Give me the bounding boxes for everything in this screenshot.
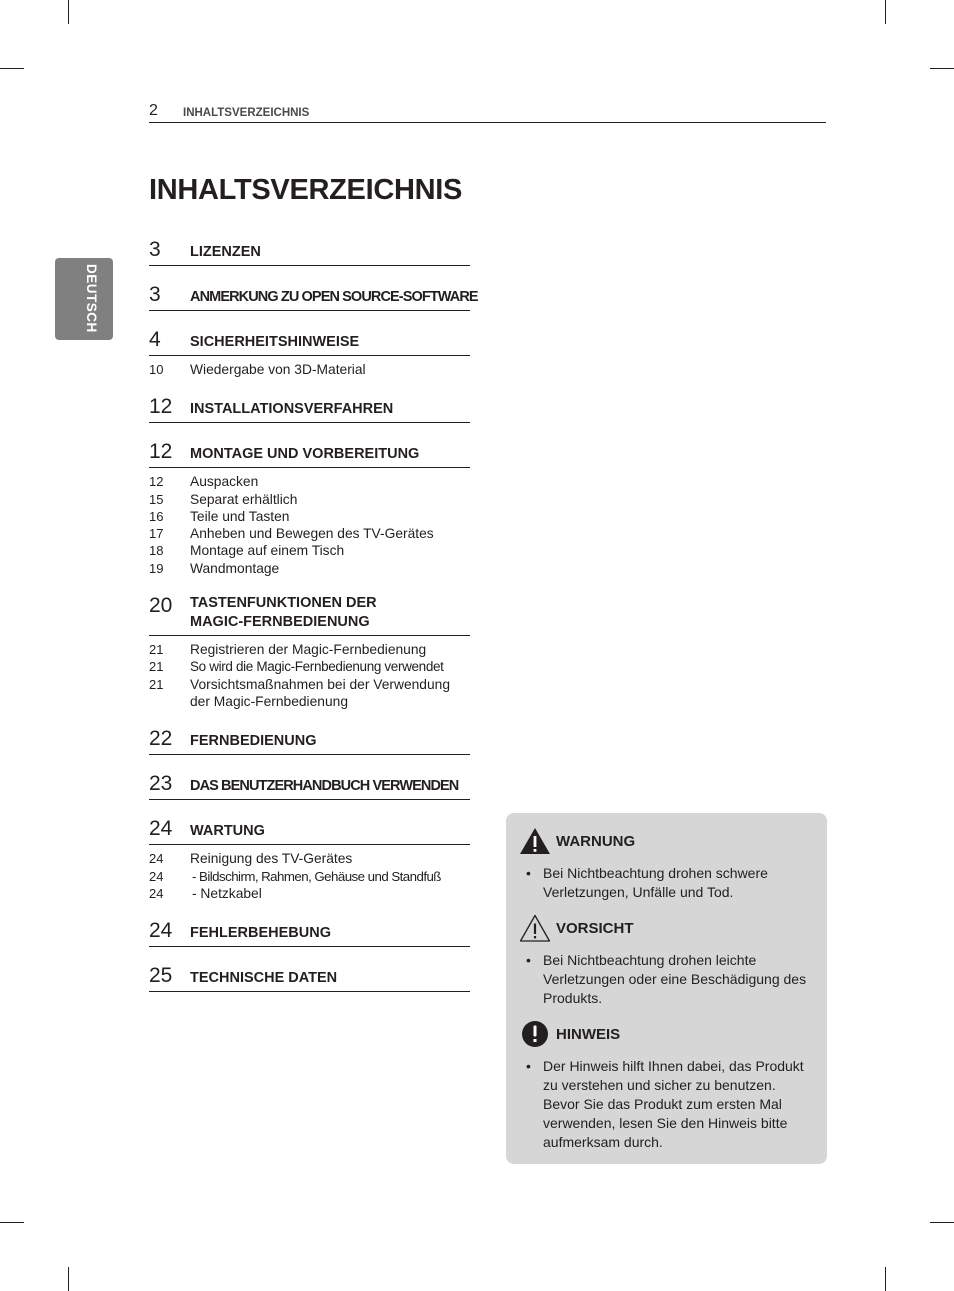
toc-subsection — [149, 361, 470, 378]
toc-section-page: 3 — [149, 283, 161, 306]
toc-section-page: 20 — [149, 594, 173, 618]
toc-subsection — [149, 508, 470, 525]
toc-section-title: FERNBEDIENUNG — [190, 733, 317, 750]
warning-filled-icon — [519, 826, 551, 856]
note-text: Der Hinweis hilft Ihnen dabei, das Produkt zu verstehen und sicher zu benutzen. Bevor Sie das Produkt zum ersten Mal verwenden, lesen Sie den Hinweis bitte aufmerksam durch. — [543, 1058, 804, 1150]
toc-subsection — [149, 658, 470, 675]
note-heading — [519, 1019, 620, 1049]
toc-subsection-title: - Netzkabel — [192, 885, 262, 901]
toc-subsection — [149, 560, 470, 577]
toc-section-title: TASTENFUNKTIONEN DER MAGIC-FERNBEDIENUNG — [190, 595, 377, 631]
toc-subsection-list — [149, 361, 470, 378]
toc-subsection-title: Vorsichtsmaßnahmen bei der Verwendung der Magic-Fernbedienung — [190, 676, 450, 709]
toc-subsection-page: 21 — [149, 676, 164, 692]
crop-mark — [930, 1222, 954, 1223]
crop-mark — [885, 1267, 886, 1291]
toc-section — [149, 964, 470, 992]
warning-heading — [519, 826, 635, 856]
toc-section-title: DAS BENUTZERHANDBUCH VERWENDEN — [190, 778, 459, 795]
toc-section-page: 12 — [149, 440, 173, 464]
toc-section — [149, 395, 470, 423]
toc-section-title: INSTALLATIONSVERFAHREN — [190, 401, 394, 418]
toc-subsection-title: Teile und Tasten — [190, 508, 290, 524]
toc-subsection-list — [149, 850, 470, 902]
toc-subsection-page: 19 — [149, 560, 164, 576]
toc-subsection-page: 16 — [149, 508, 164, 524]
crop-mark — [930, 68, 954, 69]
toc-section-page: 12 — [149, 395, 173, 419]
table-of-contents — [149, 238, 478, 992]
note-text-item — [526, 1057, 816, 1152]
toc-subsection-title: Montage auf einem Tisch — [190, 543, 345, 559]
toc-subsection-title: Anheben und Bewegen des TV-Gerätes — [190, 526, 434, 542]
toc-subsection-page: 17 — [149, 526, 164, 542]
toc-section-title: SICHERHEITSHINWEISE — [190, 334, 360, 350]
caution-text: Bei Nichtbeachtung drohen leichte Verletzungen oder eine Beschädigung des Produkts. — [543, 952, 807, 1006]
toc-subsection-page: 15 — [149, 491, 164, 507]
toc-subsection — [149, 868, 470, 885]
crop-mark — [0, 1222, 24, 1223]
toc-subsection-page: 18 — [149, 543, 164, 559]
language-tab-label: DEUTSCH — [84, 264, 99, 333]
toc-section — [149, 772, 470, 800]
caution-text-item — [526, 951, 816, 1008]
toc-subsection — [149, 473, 470, 490]
toc-section — [149, 594, 470, 636]
bullet: • — [526, 1058, 531, 1074]
bullet: • — [526, 865, 531, 881]
toc-subsection-page: 12 — [149, 474, 164, 490]
toc-section — [149, 919, 470, 947]
toc-section — [149, 727, 470, 755]
toc-subsection-page: 24 — [149, 868, 164, 884]
toc-section-title: ANMERKUNG ZU OPEN SOURCE-SOFTWARE — [190, 289, 478, 305]
page-title: INHALTSVERZEICHNIS — [149, 174, 463, 206]
toc-section-page: 24 — [149, 919, 173, 943]
caution-label: VORSICHT — [556, 919, 634, 937]
toc-subsection — [149, 885, 470, 902]
toc-section — [149, 440, 470, 468]
warning-text: Bei Nichtbeachtung drohen schwere Verletzungen, Unfälle und Tod. — [543, 865, 768, 900]
toc-section-title: WARTUNG — [190, 823, 265, 840]
toc-subsection-title: So wird die Magic-Fernbedienung verwendet — [190, 659, 444, 675]
note-exclamation-icon — [519, 1019, 551, 1049]
toc-subsection-page: 21 — [149, 659, 164, 675]
toc-section-page: 24 — [149, 817, 173, 841]
toc-subsection-title: Wandmontage — [190, 560, 280, 576]
toc-subsection-page: 24 — [149, 851, 164, 867]
toc-subsection-page: 10 — [149, 362, 164, 377]
caution-outline-icon — [519, 913, 551, 943]
toc-subsection-title: Separat erhältlich — [190, 491, 298, 507]
toc-subsection-list — [149, 641, 470, 710]
toc-subsection-page: 21 — [149, 642, 164, 658]
toc-section — [149, 283, 478, 311]
toc-section-page: 22 — [149, 727, 173, 751]
toc-subsection — [149, 641, 470, 658]
toc-subsection — [149, 491, 470, 508]
toc-section — [149, 238, 470, 266]
bullet: • — [526, 952, 531, 968]
toc-section-page: 23 — [149, 772, 173, 796]
toc-subsection — [149, 676, 470, 711]
warning-text-item — [526, 864, 816, 902]
toc-subsection-page: 24 — [149, 885, 164, 901]
toc-section-page: 25 — [149, 964, 173, 988]
toc-subsection-title: Reinigung des TV-Gerätes — [190, 851, 353, 867]
toc-subsection-title: Registrieren der Magic-Fernbedienung — [190, 642, 427, 658]
toc-section-title: LIZENZEN — [190, 244, 261, 260]
toc-section-page: 4 — [149, 328, 161, 351]
toc-section-page: 3 — [149, 238, 161, 261]
warning-label: WARNUNG — [556, 832, 636, 850]
crop-mark — [0, 68, 24, 69]
toc-section — [149, 817, 470, 845]
crop-mark — [68, 1267, 69, 1291]
toc-subsection — [149, 542, 470, 559]
crop-mark — [68, 0, 69, 24]
toc-subsection-title: Wiedergabe von 3D-Material — [190, 362, 366, 377]
toc-subsection — [149, 525, 470, 542]
toc-subsection-title: - Bildschirm, Rahmen, Gehäuse und Standfuß — [192, 868, 441, 884]
toc-subsection-list — [149, 473, 470, 577]
crop-mark — [885, 0, 886, 24]
toc-subsection — [149, 850, 470, 867]
note-label: HINWEIS — [556, 1025, 621, 1043]
running-title: INHALTSVERZEICHNIS — [183, 107, 310, 119]
running-header — [149, 102, 826, 123]
page-number: 2 — [149, 102, 158, 119]
symbol-legend-panel — [506, 813, 827, 1164]
toc-section-title: TECHNISCHE DATEN — [190, 970, 338, 987]
caution-heading — [519, 913, 634, 943]
toc-section — [149, 328, 470, 356]
toc-subsection-title: Auspacken — [190, 474, 259, 490]
toc-section-title: FEHLERBEHEBUNG — [190, 925, 331, 942]
language-tab — [55, 258, 113, 340]
toc-section-title: MONTAGE UND VORBEREITUNG — [190, 446, 420, 463]
